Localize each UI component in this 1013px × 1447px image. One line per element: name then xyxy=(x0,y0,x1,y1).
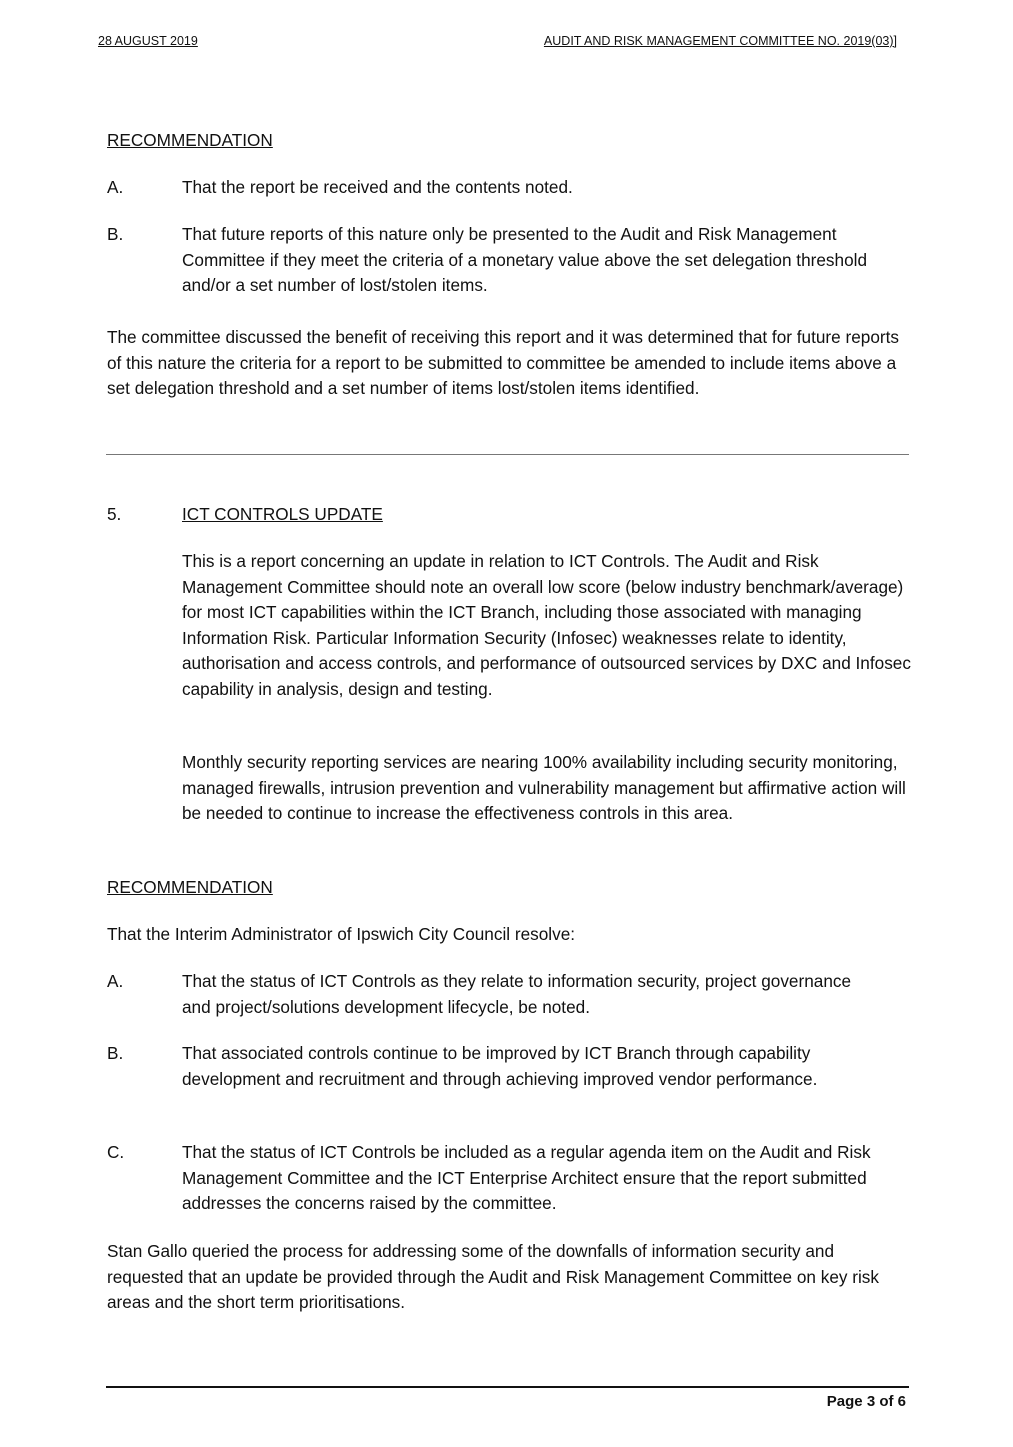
item-label: A. xyxy=(107,971,124,991)
footer-rule xyxy=(106,1386,909,1388)
item-text: That the report be received and the contents noted. xyxy=(182,177,573,197)
recommendation-heading: RECOMMENDATION xyxy=(107,130,273,150)
page-number: Page 3 of 6 xyxy=(826,1393,906,1410)
recommendation-heading: RECOMMENDATION xyxy=(107,877,273,897)
discussion-paragraph: The committee discussed the benefit of receiving this report and it was determined that for future reports of this nature the criteria for a report to be submitted to committee be amended to include items above a set delegation threshold and a set number of items lost/stolen items identified. xyxy=(107,327,899,399)
item-label: B. xyxy=(107,1043,124,1063)
header-committee: AUDIT AND RISK MANAGEMENT COMMITTEE NO. 2019(03)] xyxy=(543,34,897,48)
closing-paragraph: Stan Gallo queried the process for addressing some of the downfalls of information security and requested that an update be provided through the Audit and Risk Management Committee on key risk areas and the short term prioritisations. xyxy=(107,1241,879,1313)
item-label: C. xyxy=(107,1142,125,1162)
header-date: 28 AUGUST 2019 xyxy=(98,34,198,48)
item-text: That future reports of this nature only be presented to the Audit and Risk Management Committee if they meet the criteria of a monetary value above the set delegation threshold and/or a set number of lost/stolen items. xyxy=(182,224,868,296)
section-paragraph: Monthly security reporting services are nearing 100% availability including security monitoring, managed firewalls, intrusion prevention and vulnerability management but affirmative action will be needed to continue to increase the effectiveness controls in this area. xyxy=(182,752,906,824)
item-text: That the status of ICT Controls as they relate to information security, project governance and project/solutions development lifecycle, be noted. xyxy=(182,971,852,1017)
item-label: A. xyxy=(107,177,124,197)
item-text: That the status of ICT Controls be included as a regular agenda item on the Audit and Risk Management Committee and the ICT Enterprise Architect ensure that the report submitted addresses the concerns raised by the committee. xyxy=(182,1142,871,1214)
item-label: B. xyxy=(107,224,124,244)
resolve-intro: That the Interim Administrator of Ipswich City Council resolve: xyxy=(107,924,576,944)
section-paragraph: This is a report concerning an update in relation to ICT Controls. The Audit and Risk Management Committee should note an overall low score (below industry benchmark/average) for most ICT capabilities within the ICT Branch, including those associated with managing Information Risk. Particular Information Security (Infosec) weaknesses relate to identity, authorisation and access controls, and performance of outsourced services by DXC and Infosec capability in analysis, design and testing. xyxy=(182,551,911,699)
item-text: That associated controls continue to be improved by ICT Branch through capability development and recruitment and through achieving improved vendor performance. xyxy=(182,1043,818,1089)
section-title: ICT CONTROLS UPDATE xyxy=(182,504,383,524)
section-divider xyxy=(106,454,909,455)
section-number: 5. xyxy=(107,504,122,524)
